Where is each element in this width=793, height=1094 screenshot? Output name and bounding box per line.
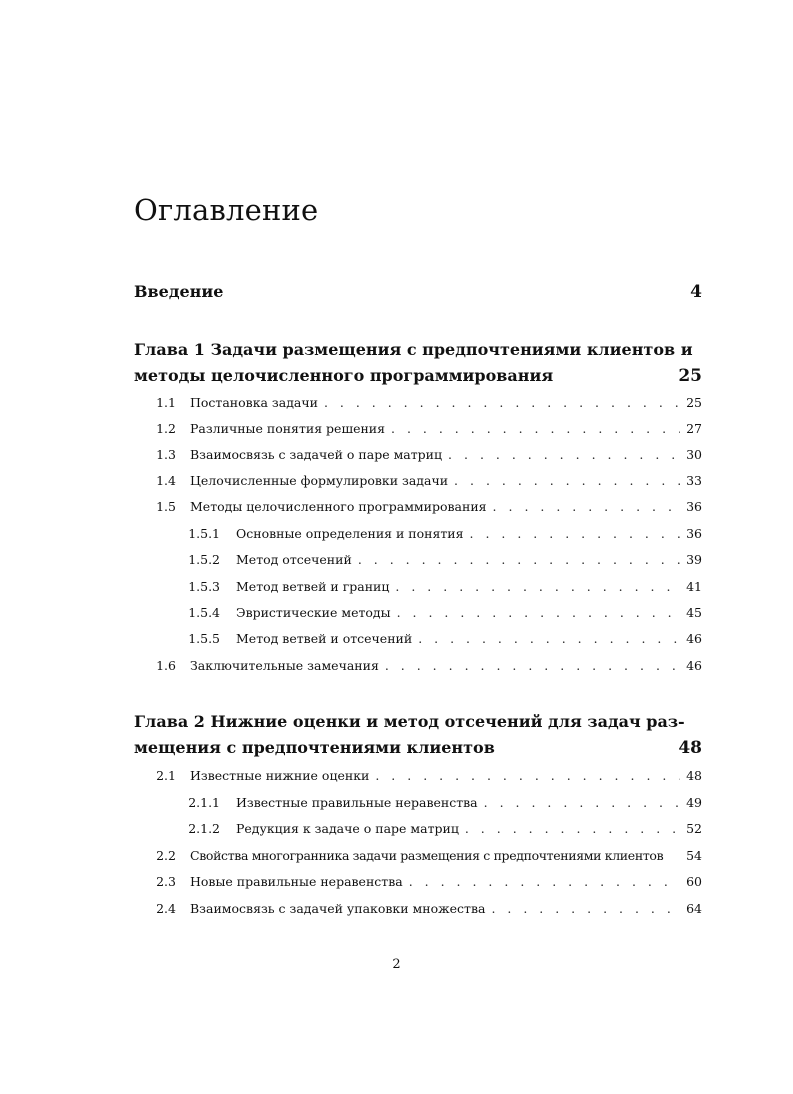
toc-intro-page: 4 xyxy=(690,282,702,302)
toc-item-label: Метод ветвей и отсечений xyxy=(236,631,413,646)
toc-item-page: 64 xyxy=(686,901,702,916)
toc-intro-label: Введение xyxy=(134,282,224,301)
page-number: 2 xyxy=(392,957,401,972)
toc-item-label: Свойства многогранника задачи размещения с предпочтениями клиентов xyxy=(190,848,664,863)
toc-item-page: 54 xyxy=(686,848,702,863)
toc-item-page: 41 xyxy=(686,579,702,594)
toc-item-1-5-5[interactable] xyxy=(134,631,702,646)
leader-dots xyxy=(493,499,680,514)
leader-dots xyxy=(397,605,680,620)
chapter-2-title-part1: Глава 2 Нижние оценки и метод отсечений для задач раз- xyxy=(134,712,685,731)
toc-item-label: Основные определения и понятия xyxy=(236,526,464,541)
leader-dots xyxy=(358,552,680,567)
leader-dots xyxy=(491,901,680,916)
toc-item-label: Взаимосвязь с задачей о паре матриц xyxy=(190,447,443,462)
chapter-2-heading-line2[interactable] xyxy=(134,738,702,758)
toc-item-page: 49 xyxy=(686,795,702,810)
toc-item-number: 1.2 xyxy=(156,421,176,436)
toc-item-label: Эвристические методы xyxy=(236,605,391,620)
toc-item-label: Методы целочисленного программирования xyxy=(190,499,487,514)
toc-item-number: 2.1.1 xyxy=(188,795,220,810)
toc-item-label: Метод отсечений xyxy=(236,552,352,567)
toc-item-number: 2.1.2 xyxy=(188,821,220,836)
leader-dots xyxy=(395,579,680,594)
leader-dots xyxy=(409,874,680,889)
leader-dots xyxy=(391,421,680,436)
toc-item-label: Взаимосвязь с задачей упаковки множества xyxy=(190,901,486,916)
toc-item-2-1-2[interactable] xyxy=(134,821,702,836)
toc-item-number: 2.3 xyxy=(156,874,176,889)
toc-item-number: 1.6 xyxy=(156,658,176,673)
toc-item-page: 33 xyxy=(686,473,702,488)
toc-item-2-3[interactable] xyxy=(134,874,702,889)
leader-dots xyxy=(470,526,680,541)
chapter-1-title-part1: Глава 1 Задачи размещения с предпочтениями клиентов и xyxy=(134,340,693,359)
toc-item-label: Различные понятия решения xyxy=(190,421,386,436)
toc-item-page: 27 xyxy=(686,421,702,436)
toc-item-number: 1.5.3 xyxy=(188,579,220,594)
toc-item-number: 2.4 xyxy=(156,901,176,916)
toc-item-page: 36 xyxy=(686,499,702,514)
toc-item-label: Целочисленные формулировки задачи xyxy=(190,473,449,488)
chapter-1-page: 25 xyxy=(678,366,702,386)
toc-item-number: 1.3 xyxy=(156,447,176,462)
toc-intro[interactable] xyxy=(134,282,702,302)
chapter-2-heading-line1[interactable] xyxy=(134,712,702,731)
toc-item-number: 1.5 xyxy=(156,499,176,514)
toc-item-label: Заключительные замечания xyxy=(190,658,379,673)
toc-item-number: 1.5.1 xyxy=(188,526,220,541)
toc-item-1-5-3[interactable] xyxy=(134,579,702,594)
chapter-1-heading-line1[interactable] xyxy=(134,340,702,359)
leader-dots xyxy=(324,395,680,410)
toc-item-page: 30 xyxy=(686,447,702,462)
chapter-1-heading-line2[interactable] xyxy=(134,366,702,386)
toc-item-page: 48 xyxy=(686,768,702,783)
toc-item-page: 25 xyxy=(686,395,702,410)
toc-item-page: 52 xyxy=(686,821,702,836)
toc-item-1-5-2[interactable] xyxy=(134,552,702,567)
toc-item-1-4[interactable] xyxy=(134,473,702,488)
leader-dots xyxy=(484,795,680,810)
toc-item-label: Метод ветвей и границ xyxy=(236,579,390,594)
leader-dots xyxy=(385,658,680,673)
toc-item-number: 2.1 xyxy=(156,768,176,783)
leader-dots xyxy=(454,473,680,488)
leader-dots xyxy=(418,631,680,646)
chapter-2-page: 48 xyxy=(678,738,702,758)
toc-item-label: Редукция к задаче о паре матриц xyxy=(236,821,459,836)
leader-dots xyxy=(448,447,680,462)
toc-item-number: 1.5.5 xyxy=(188,631,220,646)
toc-item-number: 1.5.4 xyxy=(188,605,220,620)
toc-item-label: Постановка задачи xyxy=(190,395,318,410)
leader-dots xyxy=(465,821,680,836)
toc-item-1-3[interactable] xyxy=(134,447,702,462)
toc-item-1-5-1[interactable] xyxy=(134,526,702,541)
toc-item-number: 2.2 xyxy=(156,848,176,863)
toc-item-number: 1.5.2 xyxy=(188,552,220,567)
toc-item-2-1-1[interactable] xyxy=(134,795,702,810)
toc-item-2-1[interactable] xyxy=(134,768,702,783)
toc-item-page: 46 xyxy=(686,658,702,673)
toc-item-page: 36 xyxy=(686,526,702,541)
toc-item-label: Известные нижние оценки xyxy=(190,768,370,783)
toc-item-1-5[interactable] xyxy=(134,499,702,514)
toc-item-number: 1.1 xyxy=(156,395,176,410)
toc-item-page: 45 xyxy=(686,605,702,620)
toc-item-2-2[interactable] xyxy=(134,848,702,863)
toc-item-label: Новые правильные неравенства xyxy=(190,874,403,889)
leader-dots xyxy=(375,768,680,783)
toc-item-1-2[interactable] xyxy=(134,421,702,436)
chapter-2-title-part2: мещения с предпочтениями клиентов xyxy=(134,738,495,757)
toc-item-2-4[interactable] xyxy=(134,901,702,916)
toc-item-page: 39 xyxy=(686,552,702,567)
toc-item-number: 1.4 xyxy=(156,473,176,488)
toc-item-1-6[interactable] xyxy=(134,658,702,673)
toc-item-page: 46 xyxy=(686,631,702,646)
page-title: Оглавление xyxy=(134,193,319,227)
toc-item-page: 60 xyxy=(686,874,702,889)
toc-item-label: Известные правильные неравенства xyxy=(236,795,478,810)
toc-item-1-5-4[interactable] xyxy=(134,605,702,620)
toc-item-1-1[interactable] xyxy=(134,395,702,410)
chapter-1-title-part2: методы целочисленного программирования xyxy=(134,366,554,385)
